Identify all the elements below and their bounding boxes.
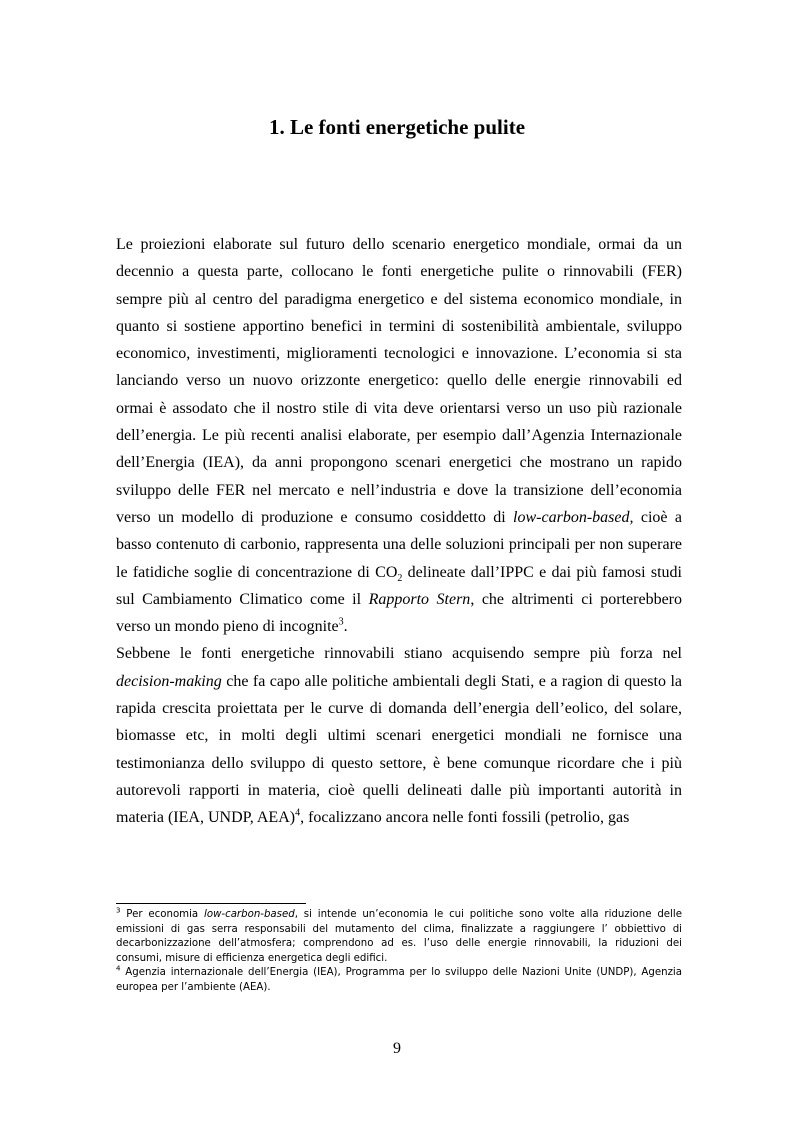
p1-text-a: Le proiezioni elaborate sul futuro dello scenario energetico mondiale, ormai da un decennio a questa parte, collocano le fonti energetiche pulite o rinnovabili (FER) sempre più al centro del paradigma energetico e del sistema economico mondiale, in quanto si sostiene apportino benefici in termini di sostenibilità ambientale, sviluppo economico, investimenti, miglioramenti tecnologici e innovazione. L’economia si sta lanciando verso un nuovo orizzonte energetico: quello delle energie rinnovabili ed ormai è assodato che il nostro stile di vita deve orientarsi verso un uso più razionale dell’energia. Le più recenti analisi elaborate, per esempio dall’Agenzia Internazionale dell’Energia (IEA), da anni propongono scenari energetici che mostrano un rapido sviluppo delle FER nel mercato e nell’industria e dove la transizione dell’economia verso un modello di produzione e consumo cosiddetto di [116, 236, 682, 526]
chapter-title: 1. Le fonti energetiche pulite [268, 115, 526, 139]
p1-italic-rapporto-stern: Rapporto Stern [368, 590, 471, 608]
p1-text-c: delineate dall’IPPC e dai più famosi studi sul Cambiamento Climatico come il [116, 563, 682, 608]
footnote-separator [116, 903, 306, 904]
footnote-3-number: 3 [116, 906, 121, 915]
footnote-4-number: 4 [116, 964, 121, 973]
p2-italic-decision-making: decision-making [116, 672, 222, 690]
footnotes [116, 908, 682, 996]
p2-text-c: , focalizzano ancora nelle fonti fossili (petrolio, gas [300, 809, 630, 827]
body-text [116, 231, 682, 832]
paragraph-2 [116, 640, 682, 831]
footnote-4 [116, 966, 682, 995]
p2-text-a: Sebbene le fonti energetiche rinnovabili stiano acquisendo sempre più forza nel [116, 645, 682, 663]
p2-text-b: che fa capo alle politiche ambientali degli Stati, e a ragion di questo la rapida crescita proiettata per le curve di domanda dell’energia dell’eolico, del solare, biomasse etc, in molti degli ultimi scenari energetici mondiali ne fornisce una testimonianza dello sviluppo di questo settore, è bene comunque ricordare che i più autorevoli rapporti in materia, cioè quelli delineati dalle più importanti autorità in materia (IEA, UNDP, AEA) [116, 672, 682, 827]
footnote-3-italic: low-carbon-based [204, 909, 295, 920]
footnote-ref-4[interactable]: 4 [295, 807, 301, 819]
footnote-3-text-b: , si intende un’economia le cui politiche sono volte alla riduzione delle emissioni di gas serra responsabili del mutamento del clima, finalizzate a raggiungere l’ obbiettivo di decarbonizzazione dell’atmosfera; comprendono ad es. l’uso delle energie rinnovabili, la riduzioni dei consumi, misure di efficienza energetica degli edifici. [116, 909, 682, 964]
p1-text-e: . [343, 618, 348, 636]
footnote-3 [116, 908, 682, 966]
p1-text-b: cioè a basso contenuto di carbonio, rappresenta una delle soluzioni principali per non superare le fatidiche soglie di concentrazione di CO [116, 508, 682, 581]
paragraph-1 [116, 231, 682, 640]
footnote-3-text-a: Per economia [120, 909, 205, 920]
co2-subscript: 2 [397, 572, 403, 584]
footnote-4-text: Agenzia internazionale dell’Energia (IEA), Programma per lo sviluppo delle Nazioni Unite (UNDP), Agenzia europea per l’ambiente (AEA). [116, 967, 682, 993]
p1-italic-low-carbon: low-carbon-based, [513, 508, 634, 526]
page-number: 9 [393, 1040, 401, 1057]
p1-text-d: , che altrimenti ci porterebbero verso un mondo pieno di incognite [116, 590, 683, 636]
footnote-ref-3[interactable]: 3 [338, 616, 344, 628]
